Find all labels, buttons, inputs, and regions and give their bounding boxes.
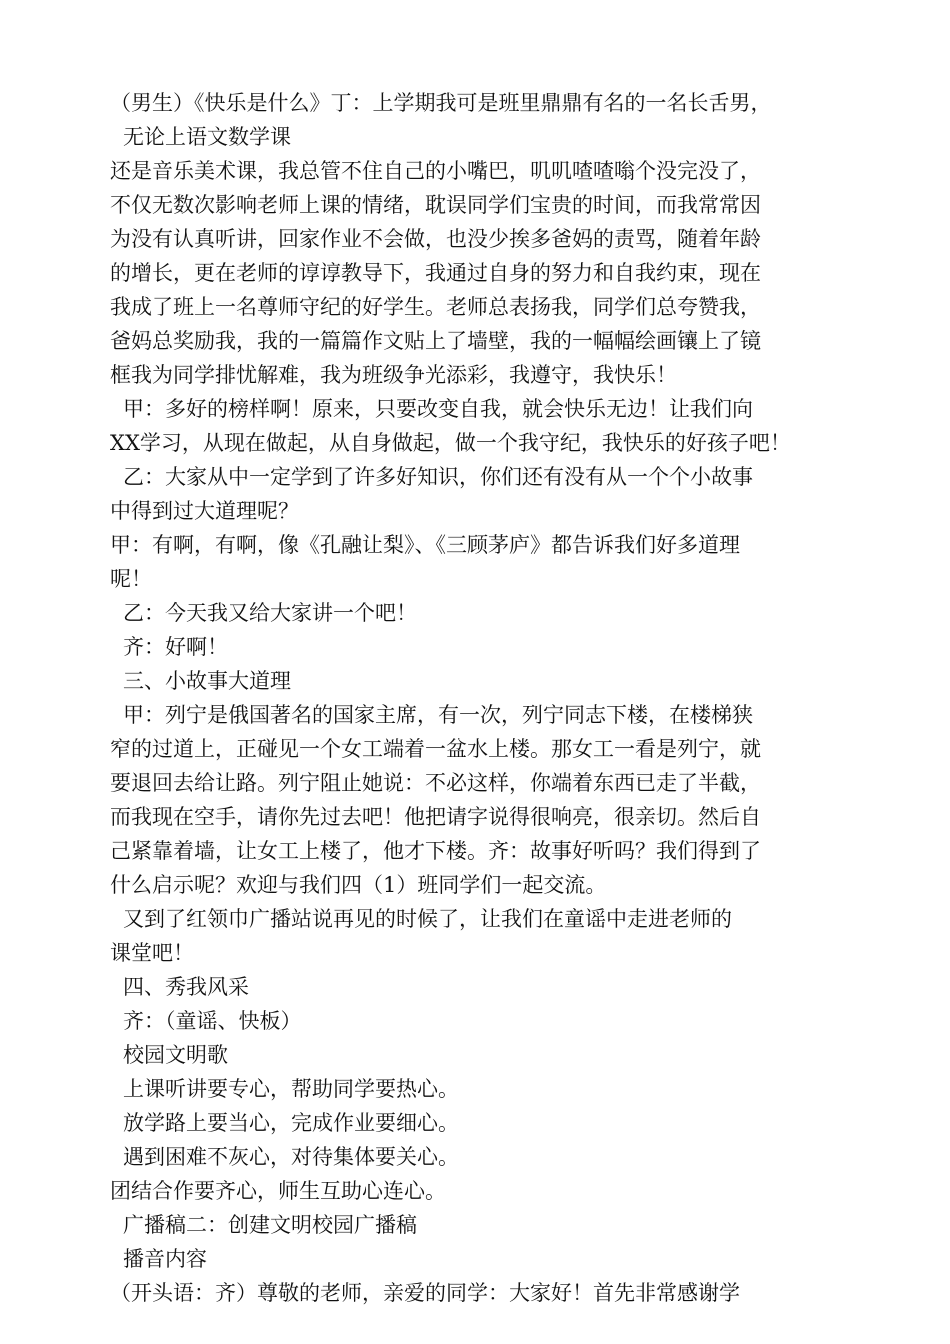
- text-line: 齐：好啊！: [123, 635, 228, 659]
- text-line: 而我现在空手，请你先过去吧！他把请字说得很响亮，很亲切。然后自: [110, 805, 761, 829]
- text-line: 甲：有啊，有啊，像《孔融让梨》、《三顾茅庐》都告诉我们好多道理: [110, 533, 740, 557]
- text-line: 为没有认真听讲，回家作业不会做，也没少挨多爸妈的责骂，随着年龄: [110, 227, 761, 251]
- text-line: （开头语：齐）尊敬的老师，亲爱的同学：大家好！首先非常感谢学: [110, 1281, 740, 1305]
- section-heading: 四、秀我风采: [123, 975, 249, 999]
- text-line: 甲：多好的榜样啊！原来，只要改变自我，就会快乐无边！让我们向: [123, 397, 753, 421]
- poem-line: 遇到困难不灰心，对待集体要关心。: [123, 1145, 459, 1169]
- poem-title: 校园文明歌: [123, 1043, 228, 1067]
- text-line: 还是音乐美术课，我总管不住自己的小嘴巴，叽叽喳喳嗡个没完没了，: [110, 159, 761, 183]
- text-line: 什么启示呢？欢迎与我们四（1）班同学们一起交流。: [110, 873, 607, 897]
- text-line: 框我为同学排忧解难，我为班级争光添彩，我遵守，我快乐！: [110, 363, 677, 387]
- section-heading: 三、小故事大道理: [123, 669, 291, 693]
- text-line: 呢！: [110, 567, 152, 591]
- text-line: （男生）《快乐是什么》丁：上学期我可是班里鼎鼎有名的一名长舌男，: [110, 91, 772, 115]
- text-line: 的增长，更在老师的谆谆教导下，我通过自身的努力和自我约束，现在: [110, 261, 761, 285]
- text-line: 要退回去给让路。列宁阻止她说：不必这样，你端着东西已走了半截，: [110, 771, 761, 795]
- text-line: 己紧靠着墙，让女工上楼了，他才下楼。齐：故事好听吗？我们得到了: [110, 839, 761, 863]
- text-line: 不仅无数次影响老师上课的情绪，耽误同学们宝贵的时间，而我常常因: [110, 193, 761, 217]
- text-line: 无论上语文数学课: [123, 125, 291, 149]
- section-heading: 广播稿二：创建文明校园广播稿: [123, 1213, 417, 1237]
- poem-line: 团结合作要齐心，师生互助心连心。: [110, 1179, 446, 1203]
- text-line: 乙：今天我又给大家讲一个吧！: [123, 601, 417, 625]
- text-line: 中得到过大道理呢？: [110, 499, 299, 523]
- text-line: 爸妈总奖励我，我的一篇篇作文贴上了墙壁，我的一幅幅绘画镶上了镜: [110, 329, 761, 353]
- text-line: 窄的过道上，正碰见一个女工端着一盆水上楼。那女工一看是列宁，就: [110, 737, 761, 761]
- text-line: 甲：列宁是俄国著名的国家主席，有一次，列宁同志下楼，在楼梯狭: [123, 703, 753, 727]
- text-line: 播音内容: [123, 1247, 207, 1271]
- text-line: 乙：大家从中一定学到了许多好知识，你们还有没有从一个个小故事: [123, 465, 753, 489]
- text-line: 齐：（童谣、快板）: [123, 1009, 302, 1033]
- poem-line: 上课听讲要专心，帮助同学要热心。: [123, 1077, 459, 1101]
- poem-line: 放学路上要当心，完成作业要细心。: [123, 1111, 459, 1135]
- text-line: 又到了红领巾广播站说再见的时候了，让我们在童谣中走进老师的: [123, 907, 732, 931]
- text-line: 课堂吧！: [110, 941, 194, 965]
- text-line: XX学习，从现在做起，从自身做起，做一个我守纪，我快乐的好孩子吧！: [110, 431, 791, 455]
- text-line: 我成了班上一名尊师守纪的好学生。老师总表扬我，同学们总夸赞我，: [110, 295, 761, 319]
